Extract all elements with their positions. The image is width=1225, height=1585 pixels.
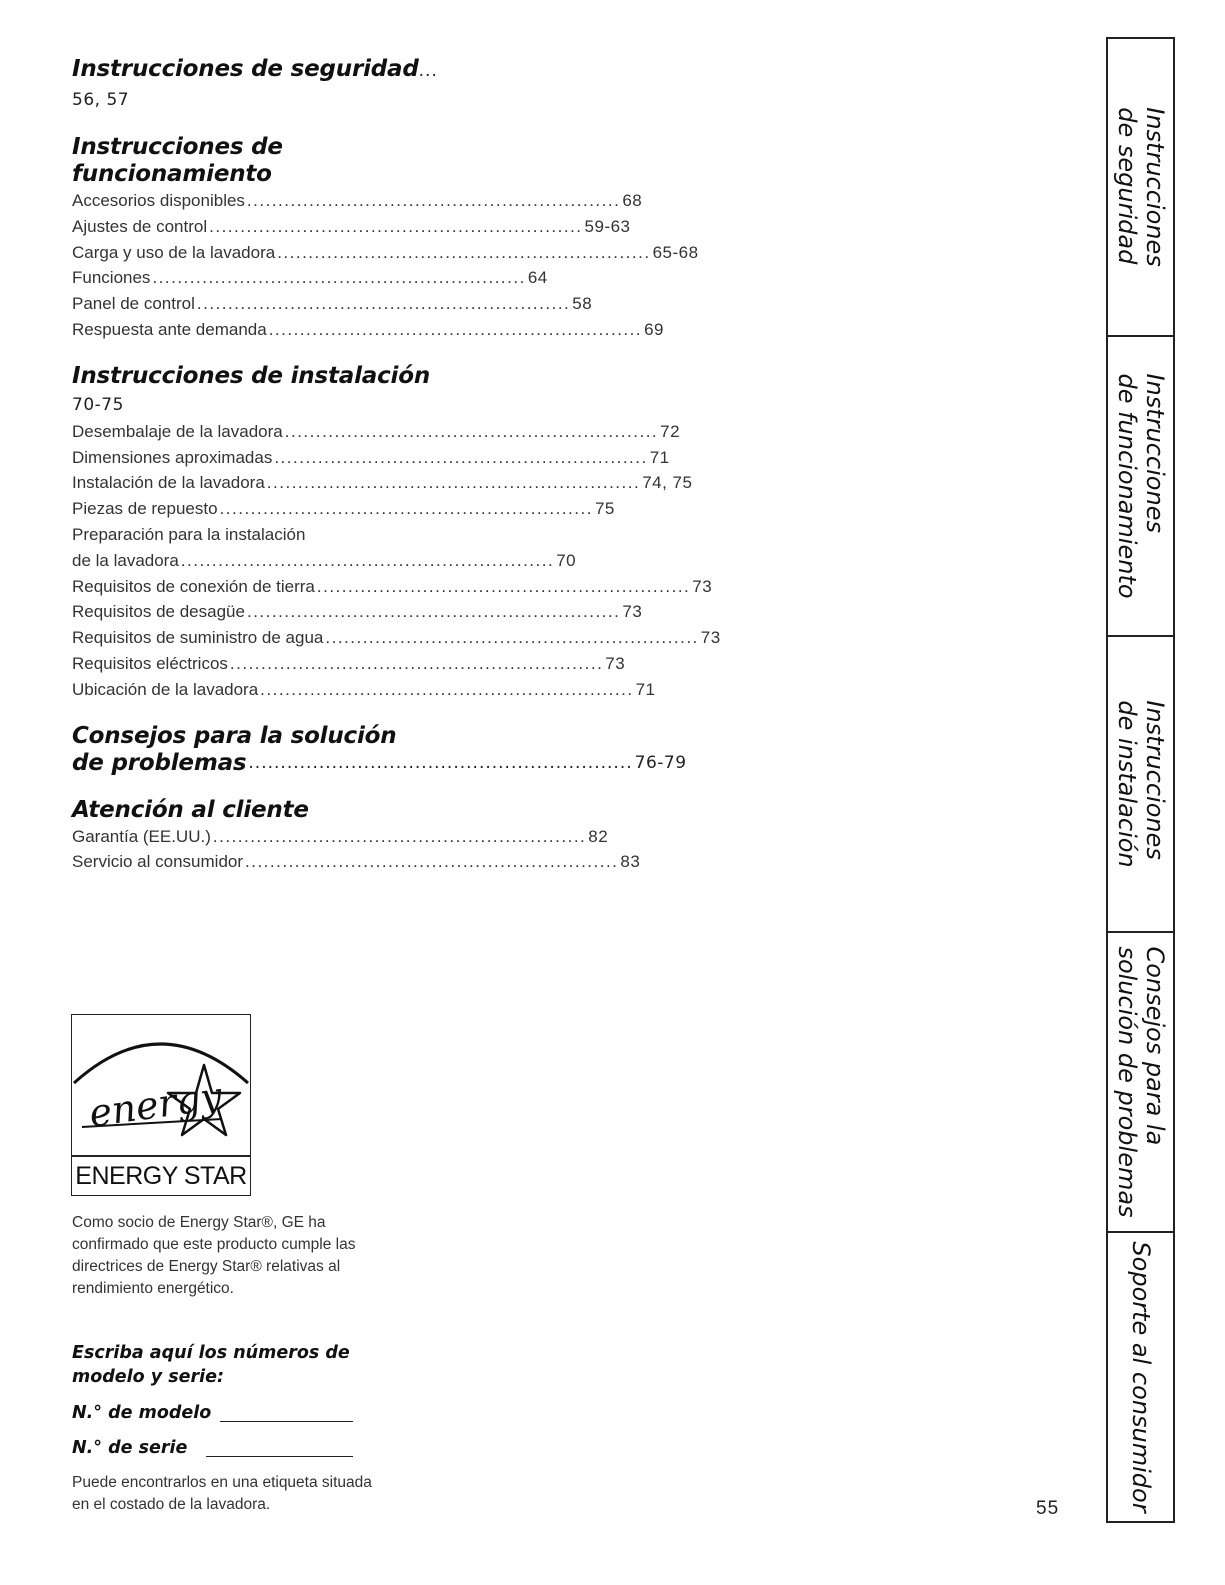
toc-entry-page: 73	[605, 653, 626, 673]
tab-label-line2: de funcionamiento	[1112, 373, 1141, 599]
toc-entry-page: 73	[700, 628, 721, 648]
toc-entry-page: 73	[692, 576, 713, 596]
toc-entry-page: 83	[620, 852, 641, 872]
toc-entry-page: 70	[556, 550, 577, 570]
record-prompt: Escriba aquí los números de modelo y serie:	[72, 1343, 350, 1387]
toc-heading-safety-pages: 56, 57	[72, 90, 130, 110]
toc-leader: ............................................................	[229, 653, 604, 673]
toc-leader: ............................................................	[277, 242, 651, 262]
tab-operating-label	[1113, 373, 1169, 598]
toc-entry-label: Dimensiones aproximadas	[72, 447, 273, 467]
toc-leader: ............................................................	[274, 447, 648, 467]
toc-heading-installation[interactable]	[72, 363, 462, 419]
toc-entry[interactable]	[72, 548, 577, 574]
toc-leader: ............................................................	[316, 576, 691, 596]
energy-star-logo	[71, 1014, 251, 1196]
energy-star-emblem	[72, 1015, 249, 1155]
toc-heading-installation-title: Instrucciones de instalación	[72, 362, 430, 389]
toc-heading-installation-pages: 70-75	[72, 394, 124, 415]
toc-leader: ............................................................	[284, 421, 659, 441]
toc-leader: ............................................................	[196, 294, 571, 314]
toc-entries-customer	[72, 824, 641, 876]
page-number: 55	[1036, 1498, 1060, 1519]
toc-heading-safety[interactable]	[72, 56, 462, 114]
toc-entry[interactable]	[72, 651, 626, 677]
model-number-field[interactable]	[220, 1421, 353, 1422]
toc-section-operating	[72, 134, 699, 343]
serial-number-label: N.° de serie	[72, 1438, 188, 1458]
toc-leader: ............................................................	[260, 679, 634, 699]
toc-entry-label: Panel de control	[72, 294, 195, 314]
toc-leader: ............................................................	[248, 752, 633, 773]
serial-number-field[interactable]	[206, 1456, 353, 1457]
toc-leader: ............................................................	[325, 628, 699, 648]
toc-entry[interactable]	[72, 317, 665, 343]
tab-label-line1: Instrucciones	[1140, 700, 1169, 860]
toc-entry-label: Respuesta ante demanda	[72, 319, 267, 339]
tab-installation-label	[1113, 700, 1169, 867]
tab-troubleshooting[interactable]	[1108, 933, 1173, 1233]
tab-label-line1: Instrucciones	[1140, 107, 1169, 267]
toc-leader-dots: ...	[418, 61, 438, 81]
toc-entry-label: Funciones	[72, 268, 151, 288]
toc-entry-label: de la lavadora	[72, 550, 179, 570]
label-location-note: Puede encontrarlos en una etiqueta situada en el costado de la lavadora.	[72, 1474, 372, 1513]
tab-label-line2: de instalación	[1112, 700, 1141, 868]
toc-entry-label: Requisitos de desagüe	[72, 602, 245, 622]
energy-script-text: energy	[86, 1073, 225, 1136]
toc-entry-page: 71	[635, 679, 656, 699]
toc-entry-label: Requisitos de conexión de tierra	[72, 576, 315, 596]
toc-entry-label: Ubicación de la lavadora	[72, 679, 259, 699]
toc-leader: ............................................................	[152, 268, 526, 288]
toc-entry-first-line[interactable]: Preparación para la instalación	[72, 524, 306, 544]
tab-operating[interactable]	[1108, 337, 1173, 637]
toc-entry[interactable]	[72, 849, 641, 875]
toc-entry[interactable]	[72, 599, 643, 625]
energy-star-label: ENERGY STAR	[72, 1155, 250, 1195]
toc-entry-page: 64	[527, 268, 548, 288]
toc-entry-label: Carga y uso de la lavadora	[72, 242, 276, 262]
tab-consumer-support[interactable]	[1108, 1233, 1173, 1521]
toc-entry[interactable]	[72, 677, 656, 703]
toc-entry[interactable]	[72, 240, 699, 266]
toc-heading-troubleshooting-title: de problemas	[72, 749, 247, 776]
toc-entry[interactable]	[72, 574, 713, 600]
toc-entry[interactable]	[72, 265, 548, 291]
toc-entry-page: 74, 75	[642, 473, 693, 493]
toc-entry-label: Accesorios disponibles	[72, 191, 245, 210]
toc-leader: ............................................................	[246, 191, 621, 210]
tab-label-line1: Consejos para la	[1140, 946, 1169, 1146]
toc-section-installation	[72, 362, 721, 703]
tab-safety[interactable]	[1108, 39, 1173, 337]
toc-heading-troubleshooting-line1[interactable]: Consejos para la solución	[72, 722, 397, 749]
toc-entry[interactable]	[72, 445, 670, 471]
toc-entry-label: Servicio al consumidor	[72, 852, 244, 872]
toc-entry-label: Instalación de la lavadora	[72, 473, 265, 493]
toc-entry[interactable]	[72, 625, 721, 651]
side-tab-strip	[1106, 37, 1175, 1523]
toc-heading-operating[interactable]: Instrucciones de funcionamiento	[72, 134, 283, 187]
toc-leader: ............................................................	[219, 499, 593, 519]
toc-leader: ............................................................	[246, 602, 621, 622]
toc-entry-page: 72	[660, 421, 681, 441]
toc-section-safety	[72, 56, 462, 114]
toc-entry-page: 69	[644, 319, 665, 339]
toc-leader: ............................................................	[180, 550, 555, 570]
toc-entry-page: 65-68	[652, 242, 699, 262]
toc-entry[interactable]	[72, 470, 693, 496]
toc-heading-customer[interactable]: Atención al cliente	[72, 796, 309, 823]
toc-entry-page: 58	[572, 294, 593, 314]
tab-label-line2: solución de problemas	[1112, 946, 1141, 1218]
toc-leader: ............................................................	[209, 216, 583, 236]
toc-section-customer	[72, 796, 641, 876]
toc-entry-label: Requisitos eléctricos	[72, 653, 228, 673]
toc-leader: ............................................................	[212, 826, 587, 846]
tab-safety-label	[1113, 107, 1169, 267]
toc-leader: ............................................................	[245, 852, 619, 872]
toc-entry-label: Desembalaje de la lavadora	[72, 421, 283, 441]
model-number-label: N.° de modelo	[72, 1403, 212, 1423]
toc-entry[interactable]	[72, 214, 631, 240]
toc-entry-page: 68	[622, 191, 643, 210]
toc-entry[interactable]	[72, 188, 643, 214]
table-of-contents	[72, 56, 721, 895]
toc-entry[interactable]	[72, 824, 609, 850]
toc-entry-page: 75	[594, 499, 615, 519]
tab-label-line1: Instrucciones	[1140, 373, 1169, 533]
toc-heading-safety-title: Instrucciones de seguridad	[72, 56, 419, 82]
tab-consumer-support-label	[1127, 1241, 1155, 1512]
tab-label-line2: de seguridad	[1112, 107, 1141, 265]
energy-star-note: Como socio de Energy Star®, GE ha confirmado que este producto cumple las directrices de Energy Star® relativas al rendimiento energético.	[72, 1214, 356, 1297]
toc-entries-operating	[72, 188, 699, 343]
toc-heading-troubleshooting-pages: 76-79	[634, 752, 687, 773]
toc-entry-label: Ajustes de control	[72, 216, 208, 236]
toc-entry-label: Garantía (EE.UU.)	[72, 826, 211, 846]
tab-installation[interactable]	[1108, 637, 1173, 933]
toc-entry[interactable]	[72, 496, 615, 522]
tab-troubleshooting-label	[1113, 946, 1169, 1217]
toc-section-troubleshooting	[72, 722, 687, 777]
tab-label-line1: Soporte al consumidor	[1126, 1241, 1155, 1513]
toc-entry-page: 71	[649, 447, 670, 467]
toc-leader: ............................................................	[268, 319, 643, 339]
toc-entry[interactable]	[72, 291, 593, 317]
toc-heading-troubleshooting-line2[interactable]	[72, 749, 687, 777]
toc-entries-installation	[72, 419, 721, 703]
toc-entry[interactable]	[72, 419, 681, 445]
toc-entry-page: 82	[588, 826, 609, 846]
toc-entry-label: Piezas de repuesto	[72, 499, 218, 519]
toc-entry-page: 59-63	[584, 216, 631, 236]
toc-entry-label: Requisitos de suministro de agua	[72, 628, 324, 648]
toc-leader: ............................................................	[266, 473, 641, 493]
toc-entry-page: 73	[622, 602, 643, 622]
